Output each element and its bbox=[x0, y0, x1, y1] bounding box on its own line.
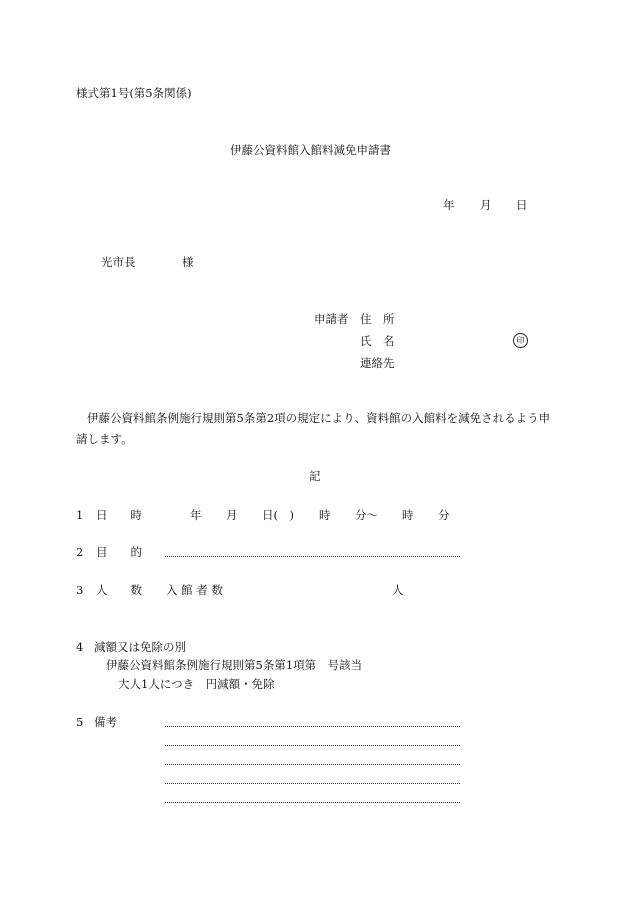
item-1-label: 日 時 bbox=[96, 508, 142, 522]
remarks-line bbox=[165, 745, 460, 746]
addressee-suffix: 様 bbox=[182, 255, 194, 269]
seal-mark: 印 bbox=[513, 333, 528, 348]
date-day-label: 日 bbox=[516, 198, 528, 212]
applicant-address-label: 住 所 bbox=[360, 312, 395, 326]
item-4-number: 4 bbox=[76, 640, 84, 654]
item-3-label: 人 数 bbox=[96, 583, 142, 597]
item-3-number: 3 bbox=[76, 583, 84, 597]
form-number: 様式第1号(第5条関係) bbox=[76, 86, 192, 100]
item-1-hour-start: 時 bbox=[319, 508, 331, 522]
date-month-label: 月 bbox=[480, 198, 492, 212]
item-1-minute-end: 分 bbox=[438, 508, 450, 522]
item-5-number: 5 bbox=[76, 715, 84, 729]
item-5-label: 備考 bbox=[94, 715, 117, 729]
item-4-line-2: 大人1人につき 円減額・免除 bbox=[118, 677, 275, 691]
ki-heading: 記 bbox=[309, 469, 321, 483]
item-1-year: 年 bbox=[190, 508, 202, 522]
applicant-label: 申請者 bbox=[314, 312, 349, 326]
application-statement: 伊藤公資料館条例施行規則第5条第2項の規定により、資料館の入館料を減免されるよう申請します。 bbox=[76, 411, 551, 446]
remarks-line bbox=[165, 802, 460, 803]
document-title: 伊藤公資料館入館料減免申請書 bbox=[230, 143, 391, 157]
addressee-name: 光市長 bbox=[101, 255, 136, 269]
item-1-minute-start: 分～ bbox=[355, 508, 378, 522]
remarks-line bbox=[165, 726, 460, 727]
purpose-fill-line bbox=[165, 556, 460, 557]
remarks-line bbox=[165, 783, 460, 784]
item-2-number: 2 bbox=[76, 545, 84, 559]
item-1-day: 日( ) bbox=[262, 508, 294, 522]
item-3-sub-label: 入 館 者 数 bbox=[166, 583, 223, 597]
item-4-line-1: 伊藤公資料館条例施行規則第5条第1項第 号該当 bbox=[106, 658, 363, 672]
applicant-contact-label: 連絡先 bbox=[360, 356, 395, 370]
item-1-number: 1 bbox=[76, 508, 84, 522]
remarks-line bbox=[165, 764, 460, 765]
item-4-label: 減額又は免除の別 bbox=[94, 640, 186, 654]
applicant-name-label: 氏 名 bbox=[360, 334, 395, 348]
item-1-month: 月 bbox=[226, 508, 238, 522]
date-year-label: 年 bbox=[443, 198, 455, 212]
item-1-hour-end: 時 bbox=[402, 508, 414, 522]
item-3-unit: 人 bbox=[392, 583, 404, 597]
item-2-label: 目 的 bbox=[96, 545, 142, 559]
